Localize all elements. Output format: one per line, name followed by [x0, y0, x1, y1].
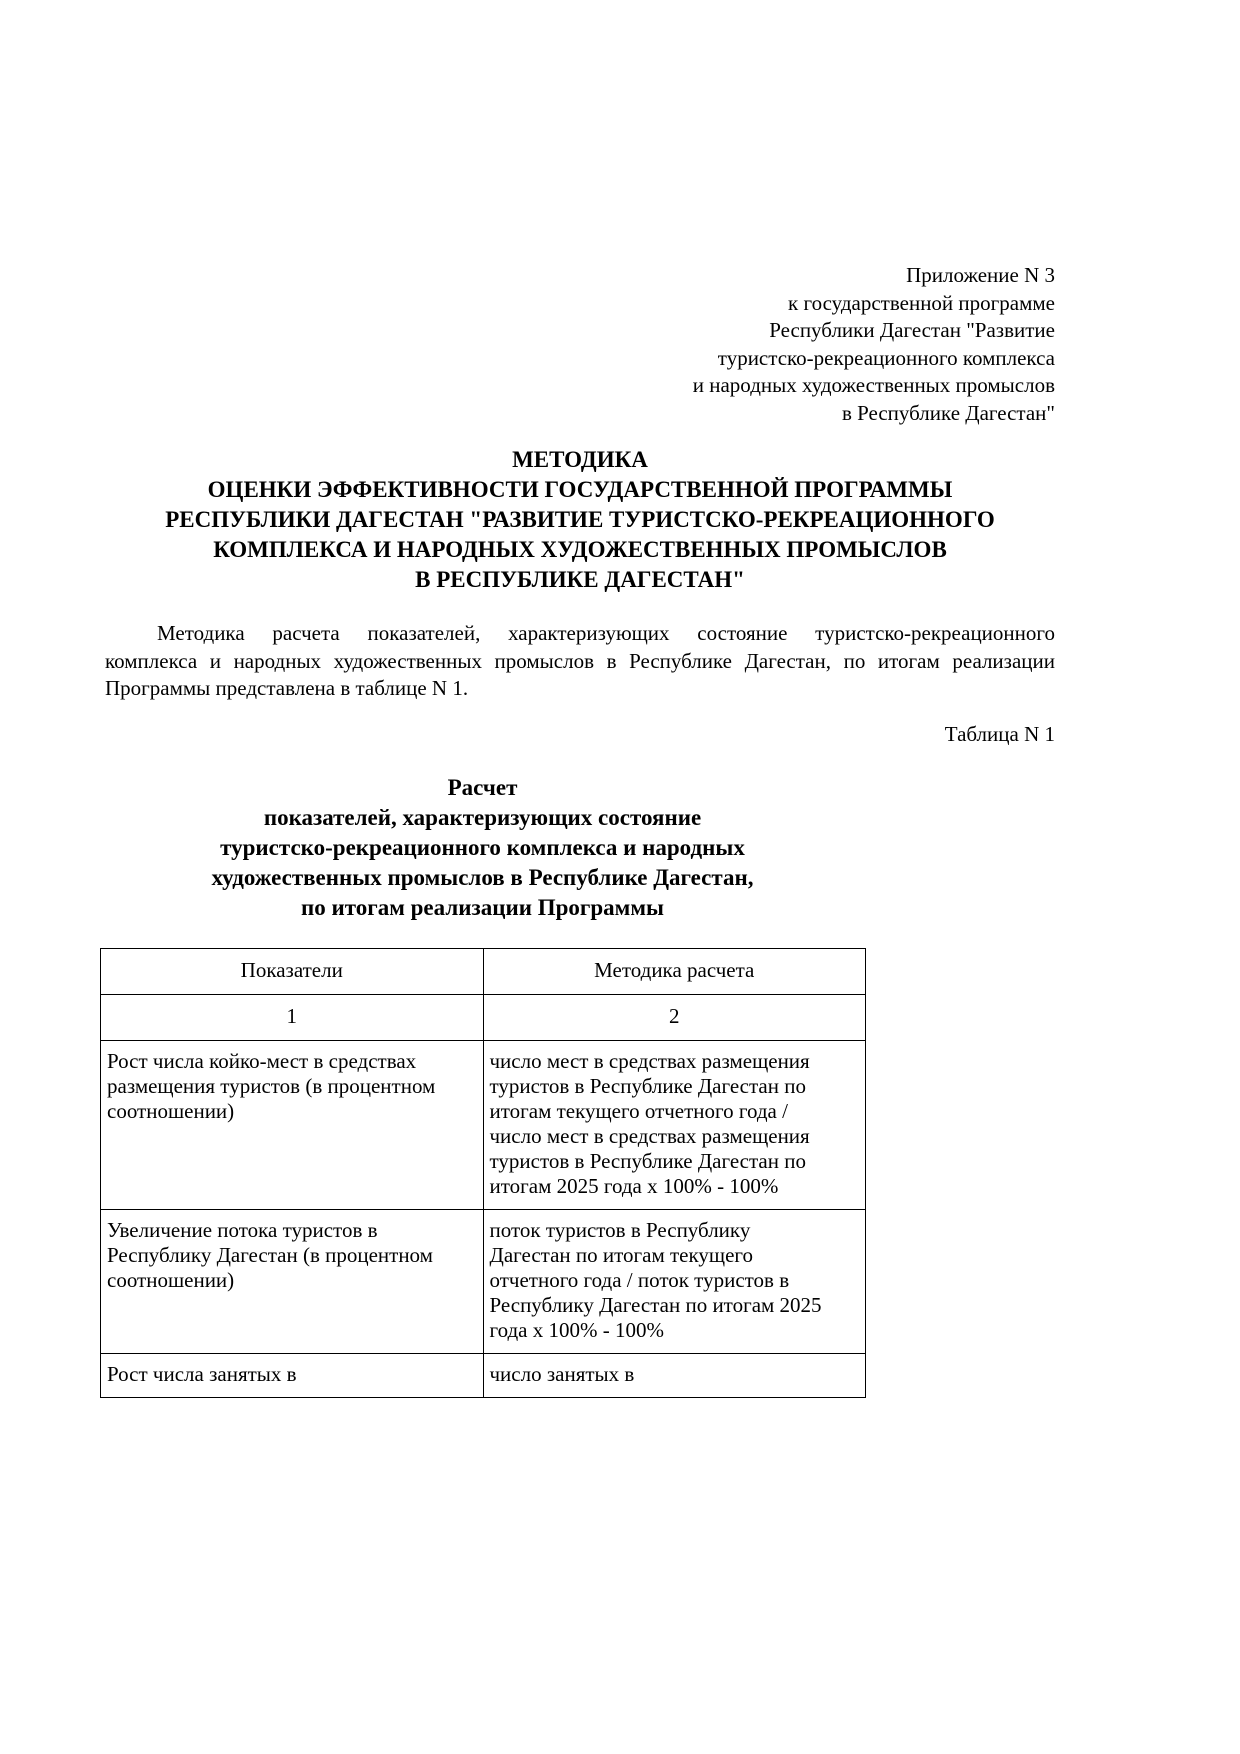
- title-line: МЕТОДИКА: [512, 447, 648, 472]
- indicator-cell: [101, 1210, 484, 1354]
- cell-line: Республику Дагестан по итогам 2025: [489, 1293, 822, 1317]
- table-title-line: туристско-рекреационного комплекса и народных: [220, 835, 745, 860]
- cell-line: число мест в средствах размещения: [489, 1049, 810, 1073]
- cell-line: итогам текущего отчетного года /: [489, 1099, 788, 1123]
- cell-line: поток туристов в Республику: [489, 1218, 751, 1242]
- header-indicators: Показатели: [101, 949, 484, 995]
- title-line: В РЕСПУБЛИКЕ ДАГЕСТАН": [415, 567, 745, 592]
- paragraph-line: Программы представлена в таблице N 1.: [105, 676, 469, 700]
- cell-line: число мест в средствах размещения: [489, 1124, 810, 1148]
- table-row: [101, 1041, 866, 1210]
- method-cell: [483, 1210, 866, 1354]
- table-row: [101, 1354, 866, 1398]
- table-title-line: показателей, характеризующих состояние: [263, 805, 702, 830]
- cell-line: года x 100% - 100%: [489, 1318, 664, 1342]
- annex-line: и народных художественных промыслов: [692, 373, 1055, 397]
- cell-line: отчетного года / поток туристов в: [489, 1268, 790, 1292]
- cell-line: Рост числа занятых в: [107, 1362, 297, 1386]
- annex-line: Приложение N 3: [906, 263, 1055, 287]
- cell-line: соотношении): [107, 1099, 235, 1123]
- table-label: Таблица N 1: [944, 722, 1055, 746]
- intro-paragraph: [105, 620, 1055, 703]
- table-row: [101, 1210, 866, 1354]
- header-method: Методика расчета: [483, 949, 866, 995]
- title-line: РЕСПУБЛИКИ ДАГЕСТАН "РАЗВИТИЕ ТУРИСТСКО-РЕКРЕАЦИОННОГО: [165, 507, 995, 532]
- cell-line: туристов в Республике Дагестан по: [489, 1074, 806, 1098]
- table-number-row: [101, 995, 866, 1041]
- indicator-cell: [101, 1354, 484, 1398]
- methodology-table: [100, 948, 866, 1398]
- table-title-line: Расчет: [447, 775, 518, 800]
- annex-line: Республики Дагестан "Развитие: [769, 318, 1055, 342]
- table-title-line: художественных промыслов в Республике Дагестан,: [211, 865, 754, 890]
- annex-line: в Республике Дагестан": [841, 400, 1055, 425]
- table-title: [100, 773, 865, 923]
- table-title-line: по итогам реализации Программы: [301, 895, 664, 920]
- cell-line: размещения туристов (в процентном: [107, 1074, 436, 1098]
- table-header-row: [101, 949, 866, 995]
- cell-line: туристов в Республике Дагестан по: [489, 1149, 806, 1173]
- title-line: КОМПЛЕКСА И НАРОДНЫХ ХУДОЖЕСТВЕННЫХ ПРОМЫСЛОВ: [213, 537, 947, 562]
- annex-line: к государственной программе: [788, 290, 1055, 315]
- document-title: [105, 445, 1055, 595]
- column-number: 1: [101, 995, 484, 1041]
- cell-line: соотношении): [107, 1268, 235, 1292]
- column-number: 2: [483, 995, 866, 1041]
- cell-line: Дагестан по итогам текущего: [489, 1243, 753, 1267]
- method-cell: [483, 1041, 866, 1210]
- title-line: ОЦЕНКИ ЭФФЕКТИВНОСТИ ГОСУДАРСТВЕННОЙ ПРОГРАММЫ: [207, 477, 953, 502]
- annex-header: [693, 262, 1055, 427]
- cell-line: Увеличение потока туристов в: [107, 1218, 378, 1242]
- paragraph-line: Методика расчета показателей, характеризующих состояние туристско-рекреационного: [157, 621, 1055, 645]
- annex-line: туристско-рекреационного комплекса: [717, 345, 1055, 370]
- paragraph-line: комплекса и народных художественных промыслов в Республике Дагестан, по итогам реализации: [105, 648, 1055, 673]
- cell-line: число занятых в: [489, 1362, 635, 1386]
- indicator-cell: [101, 1041, 484, 1210]
- cell-line: итогам 2025 года x 100% - 100%: [489, 1174, 779, 1198]
- method-cell: [483, 1354, 866, 1398]
- cell-line: Рост числа койко-мест в средствах: [107, 1049, 417, 1073]
- cell-line: Республику Дагестан (в процентном: [107, 1243, 433, 1267]
